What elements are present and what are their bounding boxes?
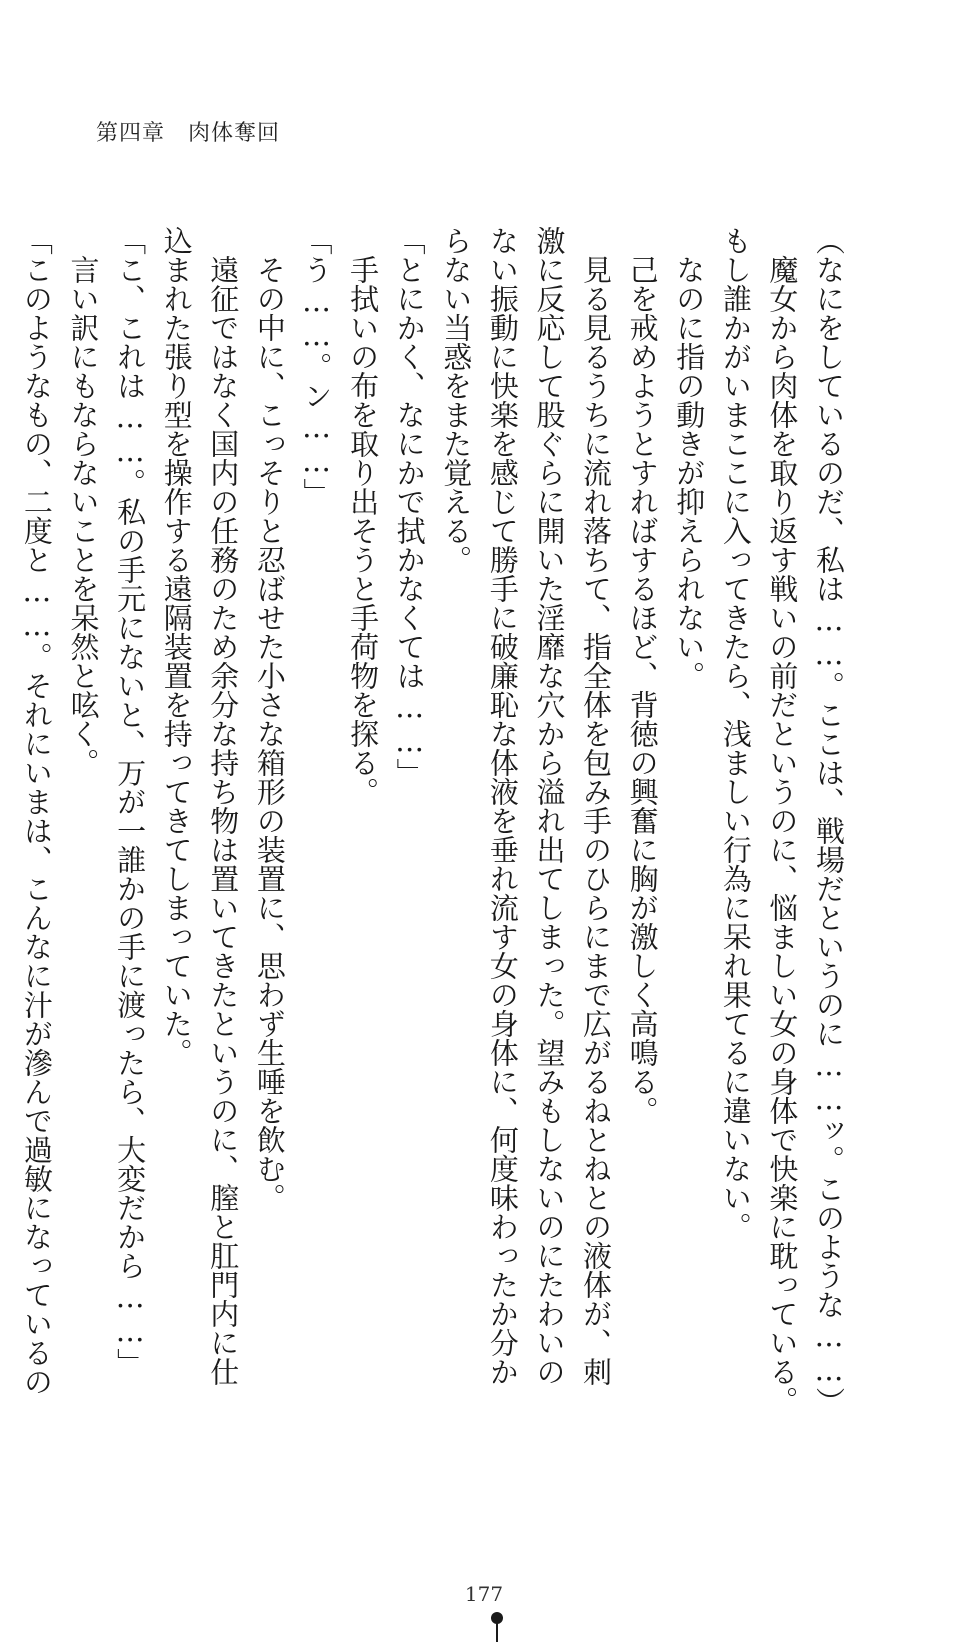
vertical-body-text	[13, 226, 852, 1416]
page-marker-icon	[490, 1612, 504, 1642]
text-line-4: なのに指の動きが抑えられない。	[672, 226, 707, 690]
text-line-9: らない当惑をまた覚える。	[439, 226, 474, 574]
text-line-13: その中に、こっそりと忍ばせた小さな箱形の装置に、思わず生唾を飲む。	[252, 226, 287, 1212]
text-line-15: 込まれた張り型を操作する遠隔装置を持ってきてしまっていた。	[159, 226, 194, 1067]
page-marker-stem	[496, 1622, 498, 1642]
text-line-14: 遠征ではなく国内の任務のため余分な持ち物は置いてきたというのに、膣と肛門内に仕	[206, 226, 241, 1386]
text-line-8: ない振動に快楽を感じて勝手に破廉恥な体液を垂れ流す女の身体に、何度味わったか分か	[485, 226, 520, 1386]
text-line-11: 手拭いの布を取り出そうと手荷物を探る。	[346, 226, 381, 806]
text-line-16: 「こ、これは……。私の手元にないと、万が一誰かの手に渡ったら、大変だから……」	[113, 226, 148, 1377]
text-line-6: 見る見るうちに流れ落ちて、指全体を包み手のひらにまで広がるねとねとの液体が、刺	[579, 226, 614, 1386]
page-number: 177	[464, 1582, 504, 1606]
text-line-5: 己を戒めようとすればするほど、背徳の興奮に胸が激しく高鳴る。	[625, 226, 660, 1125]
text-line-18: 「このようなもの、二度と……。それにいまは、こんなに汁が滲んで過敏になっているの	[19, 226, 54, 1396]
text-line-1: （なにをしているのだ、私は……。ここは、戦場だというのに……ッ。このような……）	[812, 226, 846, 1416]
text-line-12: 「う……。ン……」	[299, 226, 334, 507]
text-line-17: 言い訳にもならないことを呆然と呟く。	[66, 226, 101, 777]
text-line-7: 激に反応して股ぐらに開いた淫靡な穴から溢れ出てしまった。望みもしないのにたわいの	[532, 226, 567, 1386]
text-line-10: 「とにかく、なにかで拭かなくては……」	[392, 226, 427, 787]
chapter-title: 第四章 肉体奪回	[96, 121, 281, 146]
text-line-3: もし誰かがいまここに入ってきたら、浅ましい行為に呆れ果てるに違いない。	[718, 226, 753, 1241]
text-line-2: 魔女から肉体を取り返す戦いの前だというのに、悩ましい女の身体で快楽に耽っている。	[765, 226, 800, 1415]
